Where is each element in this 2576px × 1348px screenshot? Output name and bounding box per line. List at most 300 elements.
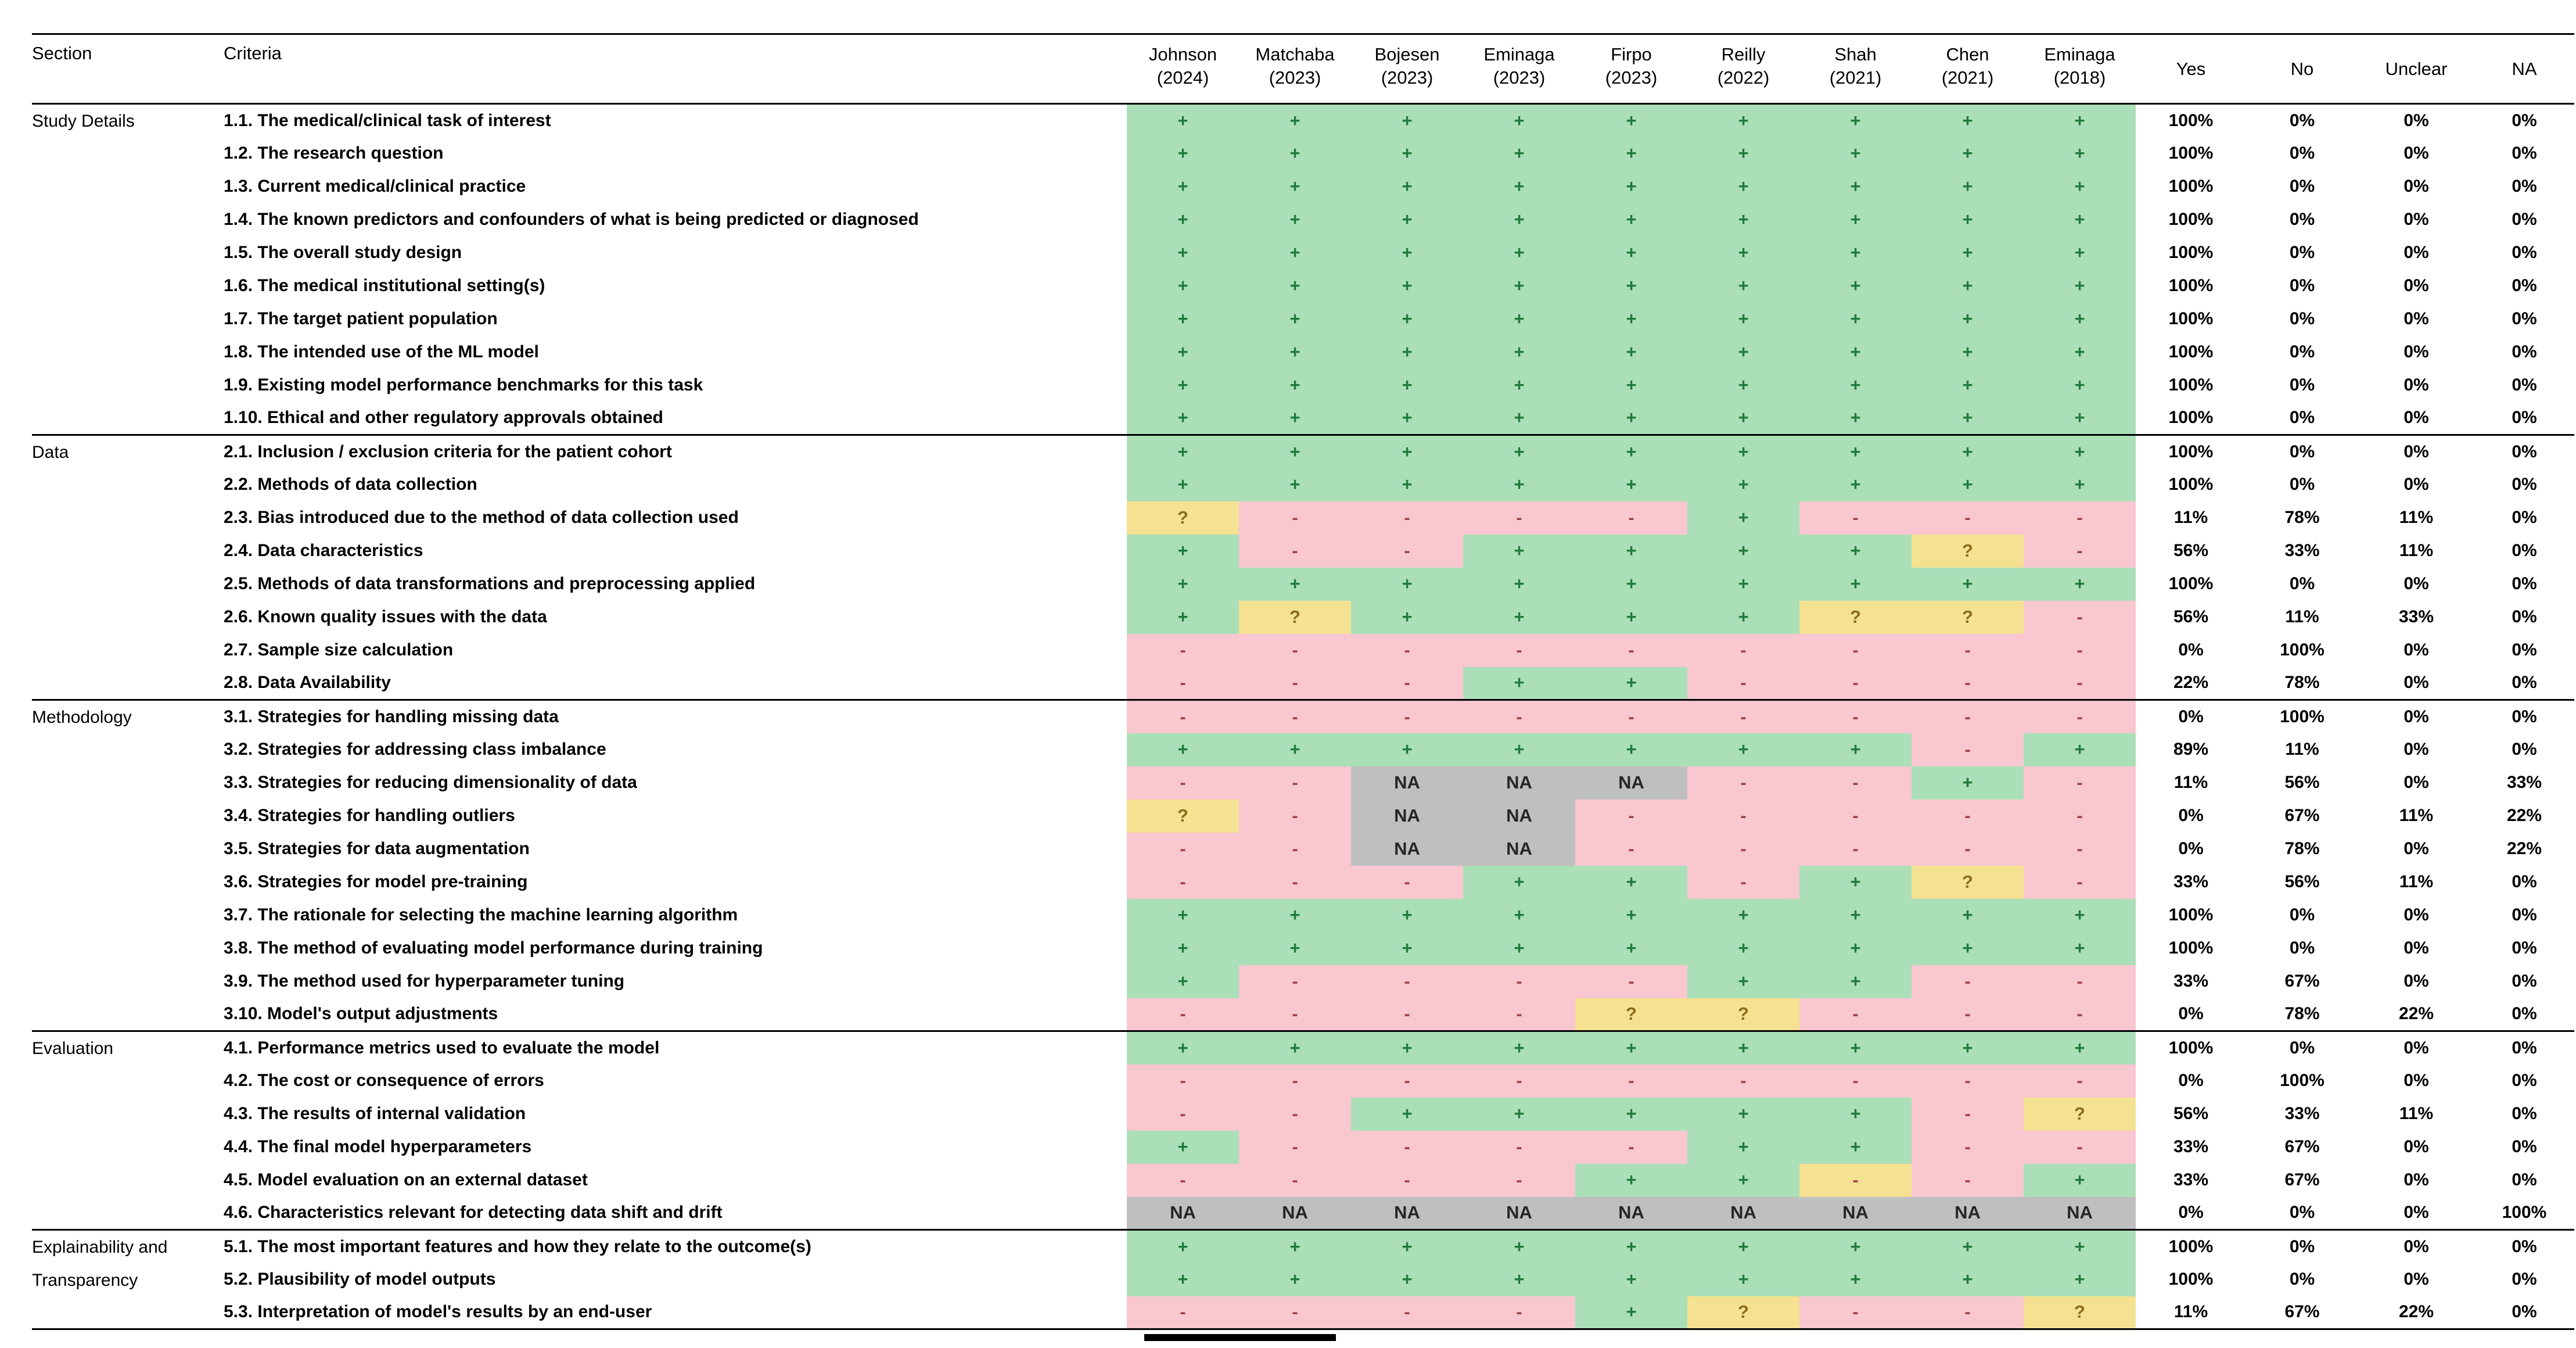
study-name: Johnson bbox=[1148, 44, 1217, 64]
grade-cell-no: - bbox=[1799, 766, 1912, 800]
table-row bbox=[32, 270, 2574, 303]
grade-cell-no: - bbox=[1127, 998, 1239, 1031]
stat-cell: 0% bbox=[2289, 309, 2315, 328]
stat-cell: 0% bbox=[2289, 342, 2315, 361]
grade-cell-no: - bbox=[1239, 700, 1351, 733]
table-row bbox=[32, 1197, 2574, 1230]
grade-cell-yes: + bbox=[1239, 402, 1351, 435]
grade-cell-yes: + bbox=[1463, 104, 1575, 137]
grade-cell-no: - bbox=[1351, 1164, 1463, 1197]
grade-cell-yes: + bbox=[1239, 137, 1351, 170]
stat-cell: 0% bbox=[2512, 408, 2537, 428]
stat-cell: 0% bbox=[2403, 1137, 2429, 1156]
grade-cell-yes: + bbox=[1687, 899, 1799, 932]
grade-cell-yes: + bbox=[1687, 1230, 1799, 1263]
grade-cell-no: - bbox=[1799, 1296, 1912, 1329]
grade-cell-yes: + bbox=[1127, 568, 1239, 601]
grade-cell-yes: + bbox=[1912, 336, 2024, 369]
grade-cell-yes: + bbox=[1239, 1031, 1351, 1064]
stat-cell: 0% bbox=[2178, 1004, 2204, 1024]
table-row bbox=[32, 170, 2574, 203]
stat-cell: 0% bbox=[2178, 806, 2204, 825]
grade-cell-yes: + bbox=[1239, 203, 1351, 236]
stat-cell: 0% bbox=[2512, 673, 2537, 693]
grade-cell-no: - bbox=[1351, 667, 1463, 700]
criteria-cell: 3.9. The method used for hyperparameter tuning bbox=[224, 971, 625, 991]
study-name: Bojesen bbox=[1374, 44, 1440, 64]
stat-cell: 0% bbox=[2512, 574, 2537, 593]
criteria-cell: 1.1. The medical/clinical task of interest bbox=[224, 110, 551, 130]
table-row bbox=[32, 1296, 2574, 1329]
grade-cell-no: - bbox=[1912, 667, 2024, 700]
stat-cell: 11% bbox=[2173, 1302, 2208, 1322]
stat-cell: 0% bbox=[2403, 243, 2429, 262]
grade-cell-yes: + bbox=[1463, 336, 1575, 369]
grade-cell-no: - bbox=[1912, 1064, 2024, 1098]
stat-cell: 22% bbox=[2506, 839, 2542, 858]
grade-cell-yes: + bbox=[1799, 1031, 1912, 1064]
grade-cell-no: - bbox=[1239, 535, 1351, 568]
grade-cell-yes: + bbox=[2024, 1164, 2136, 1197]
grade-cell-no: - bbox=[1575, 501, 1687, 535]
stat-cell: 0% bbox=[2289, 905, 2315, 924]
table-row bbox=[32, 800, 2574, 833]
stat-cell: 100% bbox=[2168, 1038, 2214, 1057]
grade-cell-yes: + bbox=[1575, 535, 1687, 568]
grade-cell-unclear: ? bbox=[1575, 998, 1687, 1031]
stat-cell: 0% bbox=[2512, 740, 2537, 759]
grade-cell-no: - bbox=[1351, 866, 1463, 899]
stat-cell: 0% bbox=[2289, 276, 2315, 295]
grade-cell-no: - bbox=[2024, 800, 2136, 833]
grade-cell-yes: + bbox=[1799, 1230, 1912, 1263]
grade-cell-yes: + bbox=[1912, 303, 2024, 336]
grade-cell-yes: + bbox=[1463, 402, 1575, 435]
grade-cell-yes: + bbox=[1799, 535, 1912, 568]
grade-cell-yes: + bbox=[2024, 336, 2136, 369]
grade-cell-yes: + bbox=[1575, 303, 1687, 336]
section-label: Explainability and Transparency bbox=[32, 1238, 168, 1290]
column-header-study bbox=[1912, 34, 2024, 104]
grade-cell-no: - bbox=[1799, 833, 1912, 866]
stat-cell: 0% bbox=[2403, 375, 2429, 395]
grade-cell-no: - bbox=[1351, 634, 1463, 667]
grade-cell-yes: + bbox=[1687, 270, 1799, 303]
grade-cell-yes: + bbox=[1575, 1263, 1687, 1296]
table-row bbox=[32, 866, 2574, 899]
table-row bbox=[32, 303, 2574, 336]
grade-cell-yes: + bbox=[1687, 733, 1799, 766]
grade-cell-yes: + bbox=[1687, 336, 1799, 369]
grade-cell-no: - bbox=[1239, 634, 1351, 667]
grade-cell-na: NA bbox=[2024, 1197, 2136, 1230]
grade-cell-no: - bbox=[1799, 1064, 1912, 1098]
grade-cell-no: - bbox=[1351, 1131, 1463, 1164]
grade-cell-no: - bbox=[1912, 998, 2024, 1031]
stat-cell: 0% bbox=[2512, 640, 2537, 659]
table-row bbox=[32, 899, 2574, 932]
stat-cell: 0% bbox=[2178, 1071, 2204, 1090]
table-row bbox=[32, 468, 2574, 501]
stat-cell: 0% bbox=[2289, 1038, 2315, 1057]
stat-cell: 0% bbox=[2512, 276, 2537, 295]
stat-cell: 0% bbox=[2289, 243, 2315, 262]
stat-cell: 0% bbox=[2512, 872, 2537, 891]
grade-cell-yes: + bbox=[1687, 137, 1799, 170]
grade-cell-yes: + bbox=[2024, 369, 2136, 402]
grade-cell-no: - bbox=[2024, 1064, 2136, 1098]
stat-cell: 22% bbox=[2173, 673, 2209, 693]
stat-cell: 0% bbox=[2403, 773, 2429, 792]
grade-cell-no: - bbox=[1239, 1296, 1351, 1329]
grade-cell-yes: + bbox=[1351, 1230, 1463, 1263]
stat-cell: 22% bbox=[2506, 806, 2542, 825]
criteria-cell: 2.2. Methods of data collection bbox=[224, 475, 477, 494]
criteria-cell: 1.8. The intended use of the ML model bbox=[224, 342, 539, 361]
study-name: Firpo bbox=[1611, 44, 1652, 64]
grade-cell-yes: + bbox=[1127, 104, 1239, 137]
stat-cell: 11% bbox=[2399, 806, 2434, 825]
study-year: (2021) bbox=[1941, 67, 1994, 88]
grade-cell-yes: + bbox=[1463, 435, 1575, 468]
stat-cell: 67% bbox=[2284, 806, 2320, 825]
grade-cell-unclear: ? bbox=[1687, 998, 1799, 1031]
stat-cell: 0% bbox=[2403, 707, 2429, 726]
table-row bbox=[32, 1164, 2574, 1197]
grade-cell-yes: + bbox=[1912, 236, 2024, 270]
grade-cell-no: - bbox=[2024, 634, 2136, 667]
table-row bbox=[32, 236, 2574, 270]
grade-cell-yes: + bbox=[1575, 733, 1687, 766]
grade-cell-na: NA bbox=[1351, 1197, 1463, 1230]
stat-cell: 100% bbox=[2168, 144, 2214, 163]
grade-cell-yes: + bbox=[1351, 435, 1463, 468]
criteria-cell: 4.1. Performance metrics used to evaluate the model bbox=[224, 1038, 660, 1057]
grade-cell-no: - bbox=[1687, 866, 1799, 899]
header-row bbox=[32, 34, 2574, 104]
grade-cell-yes: + bbox=[1351, 733, 1463, 766]
grade-cell-no: - bbox=[1463, 1064, 1575, 1098]
grade-cell-no: - bbox=[1239, 965, 1351, 998]
stat-cell: 67% bbox=[2284, 1137, 2320, 1156]
grade-cell-yes: + bbox=[1463, 1230, 1575, 1263]
grade-cell-no: - bbox=[1687, 800, 1799, 833]
grade-cell-yes: + bbox=[1575, 1296, 1687, 1329]
section-methodology bbox=[32, 700, 2574, 1031]
table-row bbox=[32, 1131, 2574, 1164]
criteria-cell: 2.1. Inclusion / exclusion criteria for the patient cohort bbox=[224, 442, 672, 461]
criteria-cell: 4.3. The results of internal validation bbox=[224, 1104, 526, 1123]
table-row bbox=[32, 402, 2574, 435]
table-row bbox=[32, 833, 2574, 866]
grade-cell-no: - bbox=[1127, 1296, 1239, 1329]
grade-cell-no: - bbox=[1239, 667, 1351, 700]
study-year: (2018) bbox=[2053, 67, 2106, 88]
grade-cell-yes: + bbox=[1912, 369, 2024, 402]
grade-cell-yes: + bbox=[1351, 203, 1463, 236]
stat-cell: 78% bbox=[2284, 1004, 2320, 1024]
stat-cell: 0% bbox=[2512, 475, 2537, 494]
grade-cell-no: - bbox=[1912, 965, 2024, 998]
grade-cell-yes: + bbox=[1799, 932, 1912, 965]
grade-cell-yes: + bbox=[1799, 236, 1912, 270]
stat-cell: 0% bbox=[2289, 1203, 2315, 1222]
stat-cell: 0% bbox=[2403, 673, 2429, 693]
grade-cell-no: - bbox=[1912, 1131, 2024, 1164]
criteria-cell: 1.5. The overall study design bbox=[224, 243, 462, 262]
grade-cell-no: - bbox=[1239, 501, 1351, 535]
section-label: Evaluation bbox=[32, 1039, 114, 1058]
stat-cell: 0% bbox=[2289, 375, 2315, 395]
grade-cell-yes: + bbox=[1799, 402, 1912, 435]
grade-cell-yes: + bbox=[1239, 468, 1351, 501]
grade-cell-yes: + bbox=[1687, 501, 1799, 535]
stat-cell: 0% bbox=[2403, 1270, 2429, 1289]
criteria-cell: 5.1. The most important features and how they relate to the outcome(s) bbox=[224, 1236, 811, 1256]
grade-cell-yes: + bbox=[1575, 568, 1687, 601]
grade-cell-yes: + bbox=[1799, 104, 1912, 137]
stat-cell: 0% bbox=[2512, 1302, 2537, 1322]
grade-cell-yes: + bbox=[1912, 270, 2024, 303]
criteria-cell: 1.2. The research question bbox=[224, 144, 444, 163]
grade-cell-yes: + bbox=[1912, 104, 2024, 137]
grade-cell-yes: + bbox=[1351, 270, 1463, 303]
grade-cell-na: NA bbox=[1239, 1197, 1351, 1230]
table-row bbox=[32, 965, 2574, 998]
stray-mark bbox=[1144, 1334, 1336, 1341]
grade-cell-yes: + bbox=[1799, 1131, 1912, 1164]
grade-cell-yes: + bbox=[1463, 535, 1575, 568]
grade-cell-yes: + bbox=[1575, 1164, 1687, 1197]
criteria-cell: 3.7. The rationale for selecting the machine learning algorithm bbox=[224, 905, 738, 924]
grade-cell-yes: + bbox=[1687, 1098, 1799, 1131]
grade-cell-yes: + bbox=[1687, 568, 1799, 601]
column-header-study bbox=[1127, 34, 1239, 104]
grade-cell-yes: + bbox=[1687, 468, 1799, 501]
grade-cell-na: NA bbox=[1575, 1197, 1687, 1230]
stat-cell: 0% bbox=[2512, 508, 2537, 527]
criteria-cell: 3.5. Strategies for data augmentation bbox=[224, 839, 530, 858]
grade-cell-yes: + bbox=[1575, 601, 1687, 634]
grade-cell-unclear: ? bbox=[1912, 535, 2024, 568]
grade-cell-yes: + bbox=[1463, 270, 1575, 303]
stat-cell: 0% bbox=[2512, 210, 2537, 229]
stat-cell: 100% bbox=[2168, 408, 2214, 428]
stat-cell: 33% bbox=[2284, 1104, 2320, 1123]
grade-cell-yes: + bbox=[1799, 270, 1912, 303]
table-row bbox=[32, 1230, 2574, 1263]
study-year: (2024) bbox=[1156, 67, 1209, 88]
grade-cell-no: - bbox=[1912, 800, 2024, 833]
stat-cell: 22% bbox=[2398, 1004, 2434, 1024]
grade-cell-no: - bbox=[1575, 800, 1687, 833]
grade-cell-yes: + bbox=[1575, 468, 1687, 501]
column-header-study bbox=[2024, 34, 2136, 104]
grade-cell-no: - bbox=[1912, 634, 2024, 667]
column-header-study bbox=[1463, 34, 1575, 104]
grade-cell-yes: + bbox=[1799, 1098, 1912, 1131]
grade-cell-yes: + bbox=[1687, 203, 1799, 236]
section-label: Data bbox=[32, 443, 69, 462]
grade-cell-no: - bbox=[1687, 1064, 1799, 1098]
grade-cell-yes: + bbox=[1912, 435, 2024, 468]
grade-cell-yes: + bbox=[1463, 170, 1575, 203]
stat-cell: 100% bbox=[2280, 1071, 2324, 1090]
table-row bbox=[32, 535, 2574, 568]
grade-cell-no: - bbox=[1351, 501, 1463, 535]
grade-cell-no: - bbox=[2024, 1131, 2136, 1164]
table-row bbox=[32, 137, 2574, 170]
stat-cell: 0% bbox=[2403, 144, 2429, 163]
stat-cell: 0% bbox=[2512, 309, 2537, 328]
stat-cell: 100% bbox=[2168, 375, 2214, 395]
grade-cell-yes: + bbox=[1463, 733, 1575, 766]
criteria-cell: 1.10. Ethical and other regulatory approvals obtained bbox=[224, 408, 663, 428]
stat-cell: 0% bbox=[2512, 144, 2537, 163]
stat-cell: 33% bbox=[2398, 607, 2434, 626]
grade-cell-yes: + bbox=[1799, 137, 1912, 170]
stat-cell: 0% bbox=[2403, 1038, 2429, 1057]
stat-cell: 0% bbox=[2289, 574, 2315, 593]
grade-cell-no: - bbox=[1575, 1131, 1687, 1164]
grade-cell-yes: + bbox=[1687, 1131, 1799, 1164]
grade-cell-yes: + bbox=[1799, 1263, 1912, 1296]
grade-cell-yes: + bbox=[1463, 1263, 1575, 1296]
table-row bbox=[32, 1064, 2574, 1098]
stat-cell: 0% bbox=[2178, 1203, 2204, 1222]
grade-cell-no: - bbox=[2024, 700, 2136, 733]
table-row bbox=[32, 369, 2574, 402]
grade-cell-yes: + bbox=[1799, 336, 1912, 369]
grade-cell-no: - bbox=[1127, 766, 1239, 800]
criteria-cell: 4.6. Characteristics relevant for detecting data shift and drift bbox=[224, 1203, 723, 1222]
criteria-cell: 1.6. The medical institutional setting(s) bbox=[224, 276, 545, 295]
grade-cell-no: - bbox=[1239, 866, 1351, 899]
study-year: (2022) bbox=[1717, 67, 1770, 88]
grade-cell-na: NA bbox=[1912, 1197, 2024, 1230]
column-header-study bbox=[1799, 34, 1912, 104]
stat-cell: 11% bbox=[2285, 740, 2319, 759]
grade-cell-no: - bbox=[1127, 866, 1239, 899]
grade-cell-yes: + bbox=[1912, 203, 2024, 236]
grade-cell-yes: + bbox=[1351, 303, 1463, 336]
criteria-cell: 4.4. The final model hyperparameters bbox=[224, 1137, 532, 1156]
grade-cell-no: - bbox=[1463, 1131, 1575, 1164]
grade-cell-yes: + bbox=[2024, 303, 2136, 336]
grade-cell-yes: + bbox=[1127, 932, 1239, 965]
stat-cell: 0% bbox=[2289, 110, 2315, 130]
grade-cell-no: - bbox=[1912, 700, 2024, 733]
criteria-cell: 5.3. Interpretation of model's results by an end-user bbox=[224, 1302, 652, 1322]
grade-cell-yes: + bbox=[1127, 601, 1239, 634]
criteria-cell: 1.9. Existing model performance benchmarks for this task bbox=[224, 375, 703, 395]
grade-cell-yes: + bbox=[1127, 535, 1239, 568]
grade-cell-yes: + bbox=[1351, 568, 1463, 601]
grade-cell-yes: + bbox=[1687, 402, 1799, 435]
table-row bbox=[32, 700, 2574, 733]
criteria-cell: 3.2. Strategies for addressing class imbalance bbox=[224, 740, 606, 759]
stat-cell: 0% bbox=[2403, 839, 2429, 858]
grade-cell-no: - bbox=[1912, 501, 2024, 535]
grade-cell-no: - bbox=[1687, 700, 1799, 733]
stat-cell: 56% bbox=[2284, 872, 2320, 891]
grade-cell-yes: + bbox=[1463, 1031, 1575, 1064]
grade-cell-no: - bbox=[1463, 634, 1575, 667]
stat-cell: 0% bbox=[2512, 1170, 2537, 1189]
stat-cell: 0% bbox=[2178, 640, 2204, 659]
grade-cell-yes: + bbox=[1912, 932, 2024, 965]
grade-cell-yes: + bbox=[1127, 236, 1239, 270]
grade-cell-yes: + bbox=[1575, 236, 1687, 270]
grade-cell-yes: + bbox=[1351, 104, 1463, 137]
stat-cell: 33% bbox=[2173, 1137, 2209, 1156]
grade-cell-yes: + bbox=[1687, 965, 1799, 998]
grade-cell-yes: + bbox=[1239, 899, 1351, 932]
column-header-study bbox=[1239, 34, 1351, 104]
grade-cell-yes: + bbox=[1575, 203, 1687, 236]
grade-cell-no: - bbox=[1575, 700, 1687, 733]
stat-cell: 100% bbox=[2168, 905, 2214, 924]
column-header-stat: No bbox=[2290, 58, 2314, 79]
table-row bbox=[32, 733, 2574, 766]
table-row bbox=[32, 1098, 2574, 1131]
grade-cell-yes: + bbox=[1687, 303, 1799, 336]
stat-cell: 33% bbox=[2284, 541, 2320, 560]
grade-cell-na: NA bbox=[1687, 1197, 1799, 1230]
column-header-section: Section bbox=[32, 43, 92, 63]
grade-cell-yes: + bbox=[1799, 965, 1912, 998]
study-year: (2021) bbox=[1829, 67, 1882, 88]
grade-cell-yes: + bbox=[1463, 203, 1575, 236]
grade-cell-no: - bbox=[1687, 667, 1799, 700]
study-name: Matchaba bbox=[1255, 44, 1335, 64]
stat-cell: 0% bbox=[2403, 177, 2429, 196]
grade-cell-no: - bbox=[1127, 667, 1239, 700]
grade-cell-yes: + bbox=[1575, 1098, 1687, 1131]
grade-cell-no: - bbox=[2024, 833, 2136, 866]
grade-cell-na: NA bbox=[1351, 833, 1463, 866]
stat-cell: 0% bbox=[2512, 1137, 2537, 1156]
stat-cell: 0% bbox=[2512, 342, 2537, 361]
grade-cell-no: - bbox=[1912, 1164, 2024, 1197]
table-header bbox=[32, 34, 2574, 104]
grade-cell-unclear: - bbox=[1799, 1164, 1912, 1197]
grade-cell-yes: + bbox=[1912, 899, 2024, 932]
column-header-stat: Yes bbox=[2176, 58, 2206, 79]
stat-cell: 0% bbox=[2403, 640, 2429, 659]
grade-cell-no: - bbox=[1127, 634, 1239, 667]
grade-cell-unclear: ? bbox=[1127, 800, 1239, 833]
grade-cell-yes: + bbox=[1687, 104, 1799, 137]
grade-cell-unclear: ? bbox=[2024, 1296, 2136, 1329]
grade-cell-yes: + bbox=[1575, 270, 1687, 303]
stat-cell: 100% bbox=[2168, 475, 2214, 494]
criteria-cell: 3.1. Strategies for handling missing data bbox=[224, 707, 559, 726]
grade-cell-no: - bbox=[1239, 998, 1351, 1031]
grade-cell-yes: + bbox=[1912, 568, 2024, 601]
grade-cell-yes: + bbox=[2024, 170, 2136, 203]
criteria-cell: 4.5. Model evaluation on an external dataset bbox=[224, 1170, 588, 1189]
stat-cell: 0% bbox=[2512, 243, 2537, 262]
stat-cell: 0% bbox=[2403, 475, 2429, 494]
grade-cell-yes: + bbox=[1463, 468, 1575, 501]
stat-cell: 11% bbox=[2285, 607, 2319, 626]
criteria-cell: 2.8. Data Availability bbox=[224, 673, 391, 693]
criteria-cell: 3.10. Model's output adjustments bbox=[224, 1004, 498, 1024]
column-header-criteria: Criteria bbox=[224, 43, 282, 63]
stat-cell: 56% bbox=[2173, 541, 2209, 560]
grade-cell-yes: + bbox=[1912, 1263, 2024, 1296]
